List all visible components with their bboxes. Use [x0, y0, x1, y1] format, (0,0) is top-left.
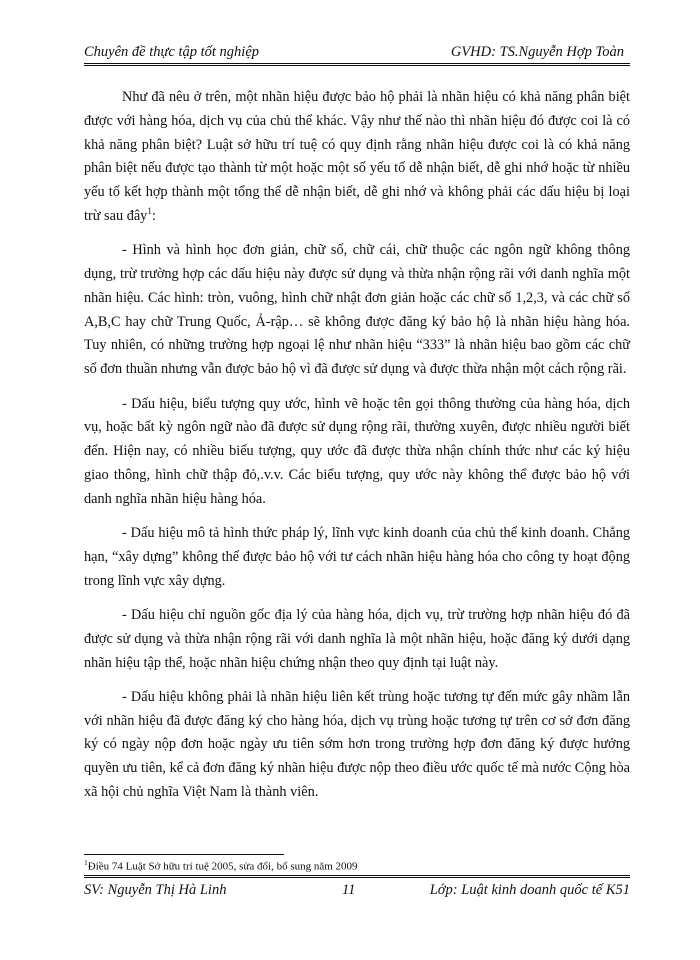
header-supervisor: GVHD: TS.Nguyễn Hợp Toàn [450, 44, 624, 60]
paragraph-legal-form: - Dấu hiệu mô tả hình thức pháp lý, lĩnh vực kinh doanh của chủ thể kinh doanh. Chẳng hạn, “xây dựng” không thể được bảo hộ với tư cách nhãn hiệu hàng hóa cho công ty hoạt động trong lĩnh vực xây dựng. [84, 525, 630, 589]
footnote-reference[interactable]: 1 [147, 206, 152, 217]
footer-class: Lớp: Luật kinh doanh quốc tế K51 [429, 882, 630, 898]
page-number: 11 [342, 882, 356, 898]
page-footer [84, 879, 630, 901]
footer-student: SV: Nguyễn Thị Hà Linh [84, 882, 227, 898]
footer-rule [84, 875, 630, 878]
paragraph-intro: Như đã nêu ở trên, một nhãn hiệu được bảo hộ phải là nhãn hiệu có khả năng phân biệt được với hàng hóa, dịch vụ của chủ thể khác. Vậy như thế nào thì nhãn hiệu đó được coi là có khả năng phân biệt? Luật sở hữu trí tuệ có quy định rằng nhãn hiệu được coi là có khả năng phân biệt nếu được tạo thành từ một hoặc một số yếu tố dễ nhận biết, dễ ghi nhớ hoặc từ nhiều yếu tố kết hợp thành một tổng thể dễ nhận biết, dễ ghi nhớ và không phải các dấu hiệu bị loại trừ sau đây$^1$: [84, 89, 630, 224]
header-rule [84, 63, 630, 66]
footnote [84, 858, 358, 873]
footnote-text: Điều 74 Luật Sở hữu trí tuệ 2005, sửa đổi, bổ sung năm 2009 [87, 860, 358, 873]
paragraph-geographic-origin: - Dấu hiệu chỉ nguồn gốc địa lý của hàng hóa, dịch vụ, trừ trường hợp nhãn hiệu đó đã được sử dụng và thừa nhận rộng rãi với danh nghĩa là một nhãn hiệu, hoặc đăng ký dưới dạng nhãn hiệu tập thể, hoặc nhãn hiệu chứng nhận theo quy định tại luật này. [84, 606, 630, 671]
page-body [84, 86, 630, 815]
page-header [84, 42, 624, 64]
header-document-type: Chuyên đề thực tập tốt nghiệp [84, 44, 260, 60]
paragraph-conventional-symbols: - Dấu hiệu, biểu tượng quy ước, hình vẽ hoặc tên gọi thông thường của hàng hóa, dịch vụ, hoặc bất kỳ ngôn ngữ nào đã được sử dụng rộng rãi, thường xuyên, được nhiều người biết đến. Hiện nay, có nhiều biểu tượng, quy ước đã được thừa nhận chính thức như các ký hiệu giao thông, hình chữ thập đỏ,.v.v. Các biểu tượng, quy ước này không thể được bảo hộ với danh nghĩa nhãn hiệu hàng hóa. [84, 395, 630, 507]
footnote-number: 1 [84, 858, 88, 867]
paragraph-simple-shapes: - Hình và hình học đơn giản, chữ số, chữ cái, chữ thuộc các ngôn ngữ không thông dụng, trừ trường hợp các dấu hiệu này được sử dụng và thừa nhận rộng rãi với danh nghĩa một nhãn hiệu. Các hình: tròn, vuông, hình chữ nhật đơn giản hoặc các chữ số 1,2,3, và các chữ số A,B,C hay chữ Trung Quốc, Ả-rập… sẽ không được đăng ký bảo hộ là nhãn hiệu hàng hóa. Tuy nhiên, có những trường hợp ngoại lệ như nhãn hiệu “333” là nhãn hiệu bao gồm các chữ số đơn thuần nhưng vẫn được bảo hộ vì đã được sử dụng và được thừa nhận một cách rộng rãi. [84, 242, 630, 378]
paragraph-confusing-marks: - Dấu hiệu không phải là nhãn hiệu liên kết trùng hoặc tương tự đến mức gây nhầm lẫn với nhãn hiệu đã được đăng ký cho hàng hóa, dịch vụ trùng hoặc tương tự trên cơ sở đơn đăng ký có ngày nộp đơn hoặc ngày ưu tiên sớm hơn trong trường hợp đơn đăng ký được hưởng quyền ưu tiên, kể cả đơn đăng ký nhãn hiệu được nộp theo điều ước quốc tế mà nước Cộng hòa xã hội chủ nghĩa Việt Nam là thành viên. [84, 688, 631, 801]
footnote-separator [84, 854, 284, 855]
